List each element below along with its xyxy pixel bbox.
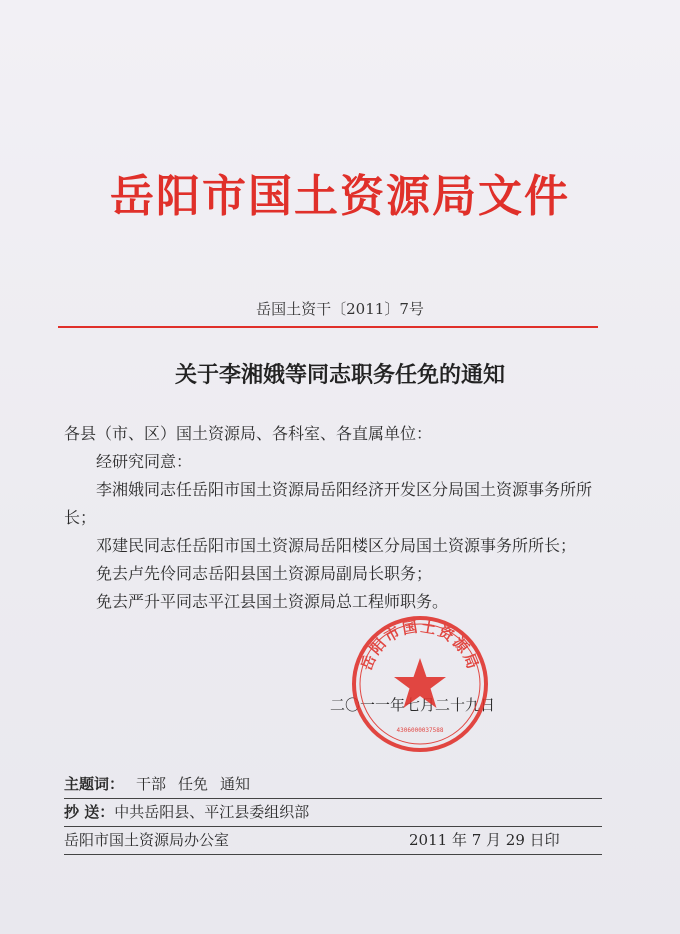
keyword: 通知 (220, 775, 251, 793)
cc-row (64, 798, 602, 826)
official-seal-icon (350, 614, 490, 754)
document-footer (64, 770, 602, 854)
keyword: 干部 (136, 775, 167, 793)
svg-text:4306000037588: 4306000037588 (396, 727, 444, 734)
document-number: 岳国土资干〔2011〕7号 (256, 300, 424, 318)
body-paragraph-4: 免去卢先伶同志岳阳县国土资源局副局长职务； (96, 564, 433, 583)
keyword: 任免 (178, 775, 209, 793)
addressee: 各县（市、区）国土资源局、各科室、各直属单位： (64, 424, 433, 443)
issuer-row (64, 826, 602, 854)
keywords-row (64, 770, 602, 798)
svg-text:岳阳市国土资源局: 岳阳市国土资源局 (357, 617, 483, 673)
notice-body (64, 420, 604, 616)
letterhead-red-divider (58, 326, 598, 328)
print-date: 2011 年 7 月 29 日印 (409, 831, 560, 849)
cc-value: 中共岳阳县、平江县委组织部 (114, 803, 310, 821)
signature-date: 二〇一一年七月二十九日 (330, 696, 496, 714)
body-paragraph-5: 免去严升平同志平江县国土资源局总工程师职务。 (96, 592, 449, 611)
letterhead-title: 岳阳市国土资源局文件 (110, 171, 570, 222)
body-paragraph-3: 邓建民同志任岳阳市国土资源局岳阳楼区分局国土资源事务所所长； (96, 536, 577, 555)
cc-label: 抄 送： (64, 803, 115, 821)
notice-title: 关于李湘娥等同志职务任免的通知 (174, 362, 505, 388)
keywords-label: 主题词： (64, 775, 125, 793)
issuer-office: 岳阳市国土资源局办公室 (64, 831, 230, 849)
footer-rule (64, 854, 602, 855)
body-paragraph-2: 李湘娥同志任岳阳市国土资源局岳阳经济开发区分局国土资源事务所所长； (64, 480, 593, 527)
body-paragraph-1: 经研究同意： (96, 452, 193, 471)
